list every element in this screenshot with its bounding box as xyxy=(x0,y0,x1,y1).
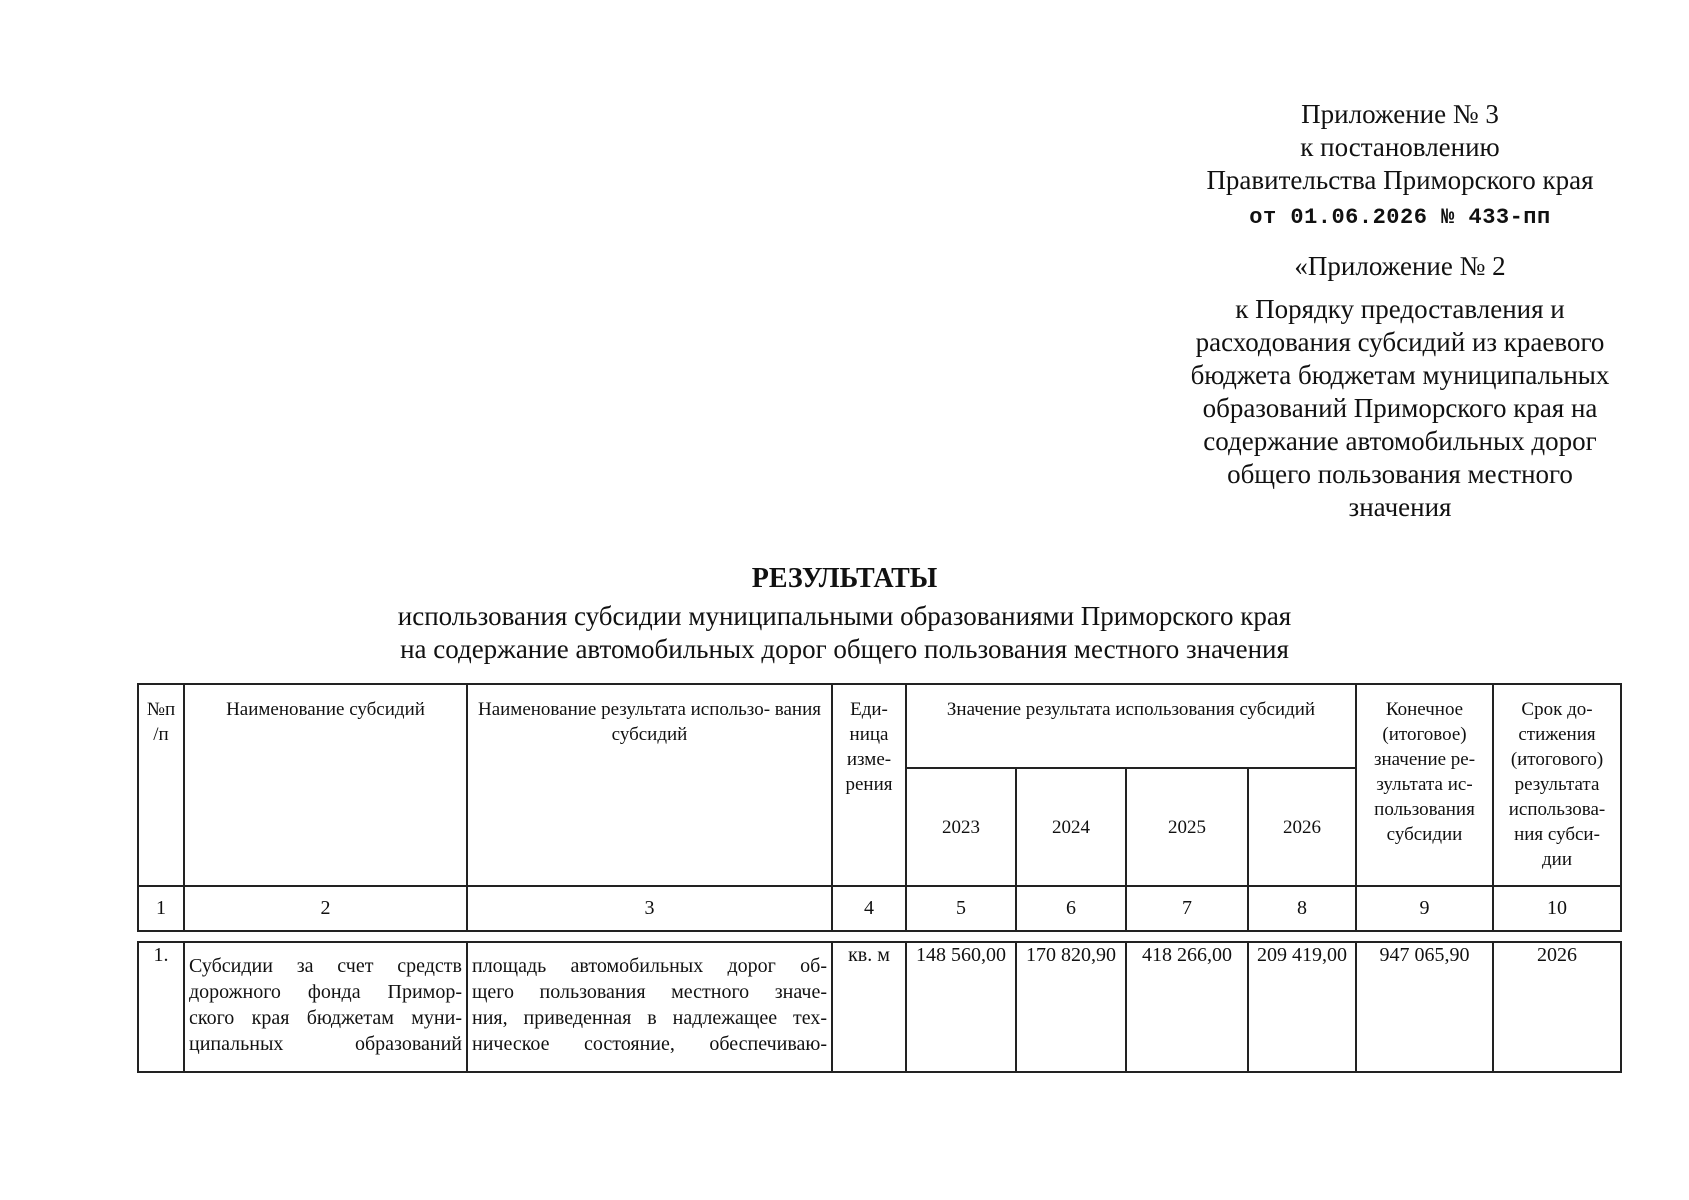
appendix-line: бюджета бюджетам муниципальных xyxy=(1190,360,1610,390)
table-row xyxy=(138,942,1621,1072)
header-year: 2023 xyxy=(906,768,1016,886)
row-unit: кв. м xyxy=(832,942,906,1072)
results-table-body xyxy=(137,941,1622,1073)
header-year: 2024 xyxy=(1016,768,1126,886)
document-subtitle xyxy=(0,600,1689,666)
row-deadline: 2026 xyxy=(1493,942,1621,1072)
approval-stamp xyxy=(1150,98,1650,234)
column-number: 1 xyxy=(138,886,184,931)
row-value-2026: 209 419,00 xyxy=(1248,942,1356,1072)
result-name-line: ния, приведенная в надлежащее тех- xyxy=(472,1007,827,1029)
row-subsidy-name xyxy=(184,942,467,1072)
header-unit: Еди- ница изме- рения xyxy=(832,684,906,886)
header-year: 2025 xyxy=(1126,768,1248,886)
header-value-group: Значение результата использования субсидий xyxy=(906,684,1356,768)
column-number: 6 xyxy=(1016,886,1126,931)
appendix-line: образований Приморского края на xyxy=(1202,393,1598,423)
appendix-line: расходования субсидий из краевого xyxy=(1195,327,1605,357)
appendix-line: значения xyxy=(1348,492,1452,522)
row-value-2025: 418 266,00 xyxy=(1126,942,1248,1072)
header-year: 2026 xyxy=(1248,768,1356,886)
appendix-line: к Порядку предоставления и xyxy=(1235,294,1565,324)
subsidy-name-line: ципальных образований xyxy=(189,1033,462,1055)
result-name-line: щего пользования местного значе- xyxy=(472,981,827,1003)
column-number: 7 xyxy=(1126,886,1248,931)
document-title: РЕЗУЛЬТАТЫ xyxy=(751,563,938,594)
header-deadline: Срок до- стижения (итогового) результата использова- ния субси- дии xyxy=(1493,684,1621,886)
header-subsidy-name: Наименование субсидий xyxy=(184,684,467,886)
header-final-value: Конечное (итоговое) значение ре- зультата ис- пользования субсидии xyxy=(1356,684,1493,886)
subsidy-name-line: дорожного фонда Примор- xyxy=(189,981,462,1003)
subtitle-line: на содержание автомобильных дорог общего пользования местного значения xyxy=(400,634,1289,664)
column-number: 10 xyxy=(1493,886,1621,931)
subsidy-name-line: ского края бюджетам муни- xyxy=(189,1007,462,1029)
appendix-title: «Приложение № 2 xyxy=(1294,251,1506,281)
column-number: 4 xyxy=(832,886,906,931)
column-number: 3 xyxy=(467,886,832,931)
results-table-header xyxy=(137,683,1622,932)
row-value-2023: 148 560,00 xyxy=(906,942,1016,1072)
appendix-line: общего пользования местного xyxy=(1227,459,1573,489)
subtitle-line: использования субсидии муниципальными образованиями Приморского края xyxy=(397,601,1292,631)
row-value-2024: 170 820,90 xyxy=(1016,942,1126,1072)
subsidy-name-line: Субсидии за счет средств xyxy=(189,955,462,977)
appendix-header xyxy=(1150,250,1650,524)
approval-line-1: Приложение № 3 xyxy=(1301,99,1499,129)
column-number: 5 xyxy=(906,886,1016,931)
result-name-line: площадь автомобильных дорог об- xyxy=(472,955,827,977)
header-num: №п /п xyxy=(138,684,184,886)
header-result-name: Наименование результата использо- вания субсидий xyxy=(467,684,832,886)
approval-date-number: от 01.06.2026 № 433-пп xyxy=(1249,205,1551,230)
row-num: 1. xyxy=(138,942,184,1072)
column-number: 8 xyxy=(1248,886,1356,931)
row-result-name xyxy=(467,942,832,1072)
column-number: 9 xyxy=(1356,886,1493,931)
approval-line-3: Правительства Приморского края xyxy=(1206,165,1594,195)
result-name-line: ническое состояние, обеспечиваю- xyxy=(472,1033,827,1055)
appendix-line: содержание автомобильных дорог xyxy=(1203,426,1597,456)
row-final-value: 947 065,90 xyxy=(1356,942,1493,1072)
approval-line-2: к постановлению xyxy=(1300,132,1500,162)
column-number: 2 xyxy=(184,886,467,931)
